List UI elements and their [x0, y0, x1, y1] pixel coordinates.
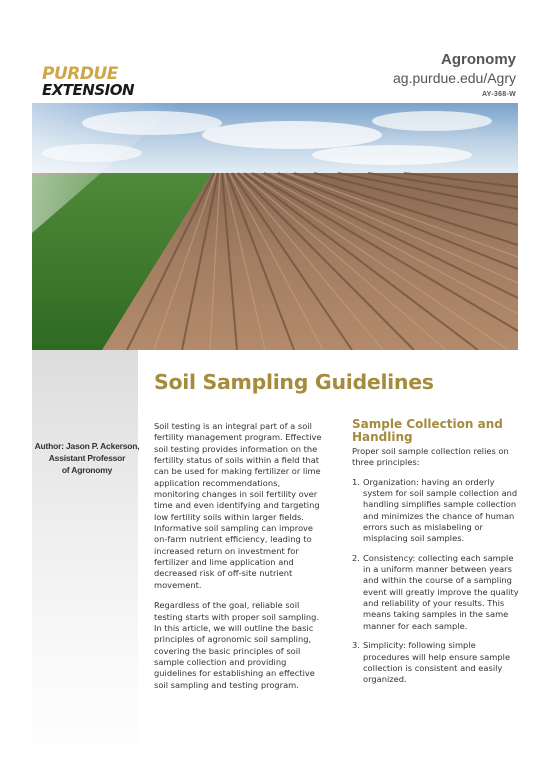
hero-field-photo [32, 103, 518, 350]
sidebar-panel [32, 350, 138, 777]
list-item-number: 1. [352, 476, 360, 487]
department-url[interactable]: ag.purdue.edu/Agry [393, 70, 516, 86]
list-item-text: Organization: having an orderly system for soil sample collection and handling simplifies sample collection and minimizes the chance of human errors such as mislabeling or misplacing soil samples. [363, 476, 518, 544]
author-department: of Agronomy [61, 465, 113, 475]
principles-list [352, 477, 522, 686]
list-item [352, 553, 522, 632]
intro-paragraph-2: Regardless of the goal, reliable soil testing starts with proper soil sampling. In this article, we will outline the basic principles of agronomic soil sampling, covering the basic principles of soil sample collection and providing guidelines for establishing an effective soil sampling and testing program. [154, 600, 320, 690]
section-heading-sample-collection: Sample Collection and Handling [352, 417, 503, 444]
header-meta [393, 50, 516, 98]
logo-extension-text: EXTENSION [42, 81, 135, 99]
list-item-text: Consistency: collecting each sample in a uniform manner between years and within the course of a sampling event will greatly improve the quality and reliability of your results. This means taking samples in the same manner for each sample. [363, 552, 519, 631]
list-item [352, 477, 522, 545]
document-title: Soil Sampling Guidelines [154, 370, 434, 394]
sample-collection-column [352, 418, 522, 694]
sample-collection-intro: Proper soil sample collection relies on three principles: [352, 446, 509, 468]
department-name: Agronomy [441, 51, 516, 68]
list-item-number: 2. [352, 552, 360, 563]
author-name: Author: Jason P. Ackerson, [34, 441, 140, 451]
list-item-number: 3. [352, 640, 360, 651]
intro-column [154, 421, 326, 700]
author-title: Assistant Professor [48, 453, 126, 463]
author-block [32, 440, 142, 476]
publication-code: AY-368-W [481, 91, 516, 98]
list-item-text: Simplicity: following simple procedures will help ensure sample collection is consistent and easily organized. [363, 640, 511, 685]
purdue-extension-logo [42, 66, 152, 98]
field-illustration [32, 103, 518, 350]
logo-purdue-text: PURDUE [42, 64, 118, 84]
intro-paragraph-1: Soil testing is an integral part of a soil fertility management program. Effective soil testing provides information on the fertility status of soils within a field that can be used for making fertilizer or lime application recommendations, monitoring changes in soil fertility over time and even identifying and targeting low fertility soils within larger fields. Informative soil sampling can improve on-farm nutrient efficiency, leading to increased return on investment for fertilizer and lime application and decreased risk of off-site nutrient movement. [154, 421, 322, 590]
list-item [352, 640, 522, 685]
